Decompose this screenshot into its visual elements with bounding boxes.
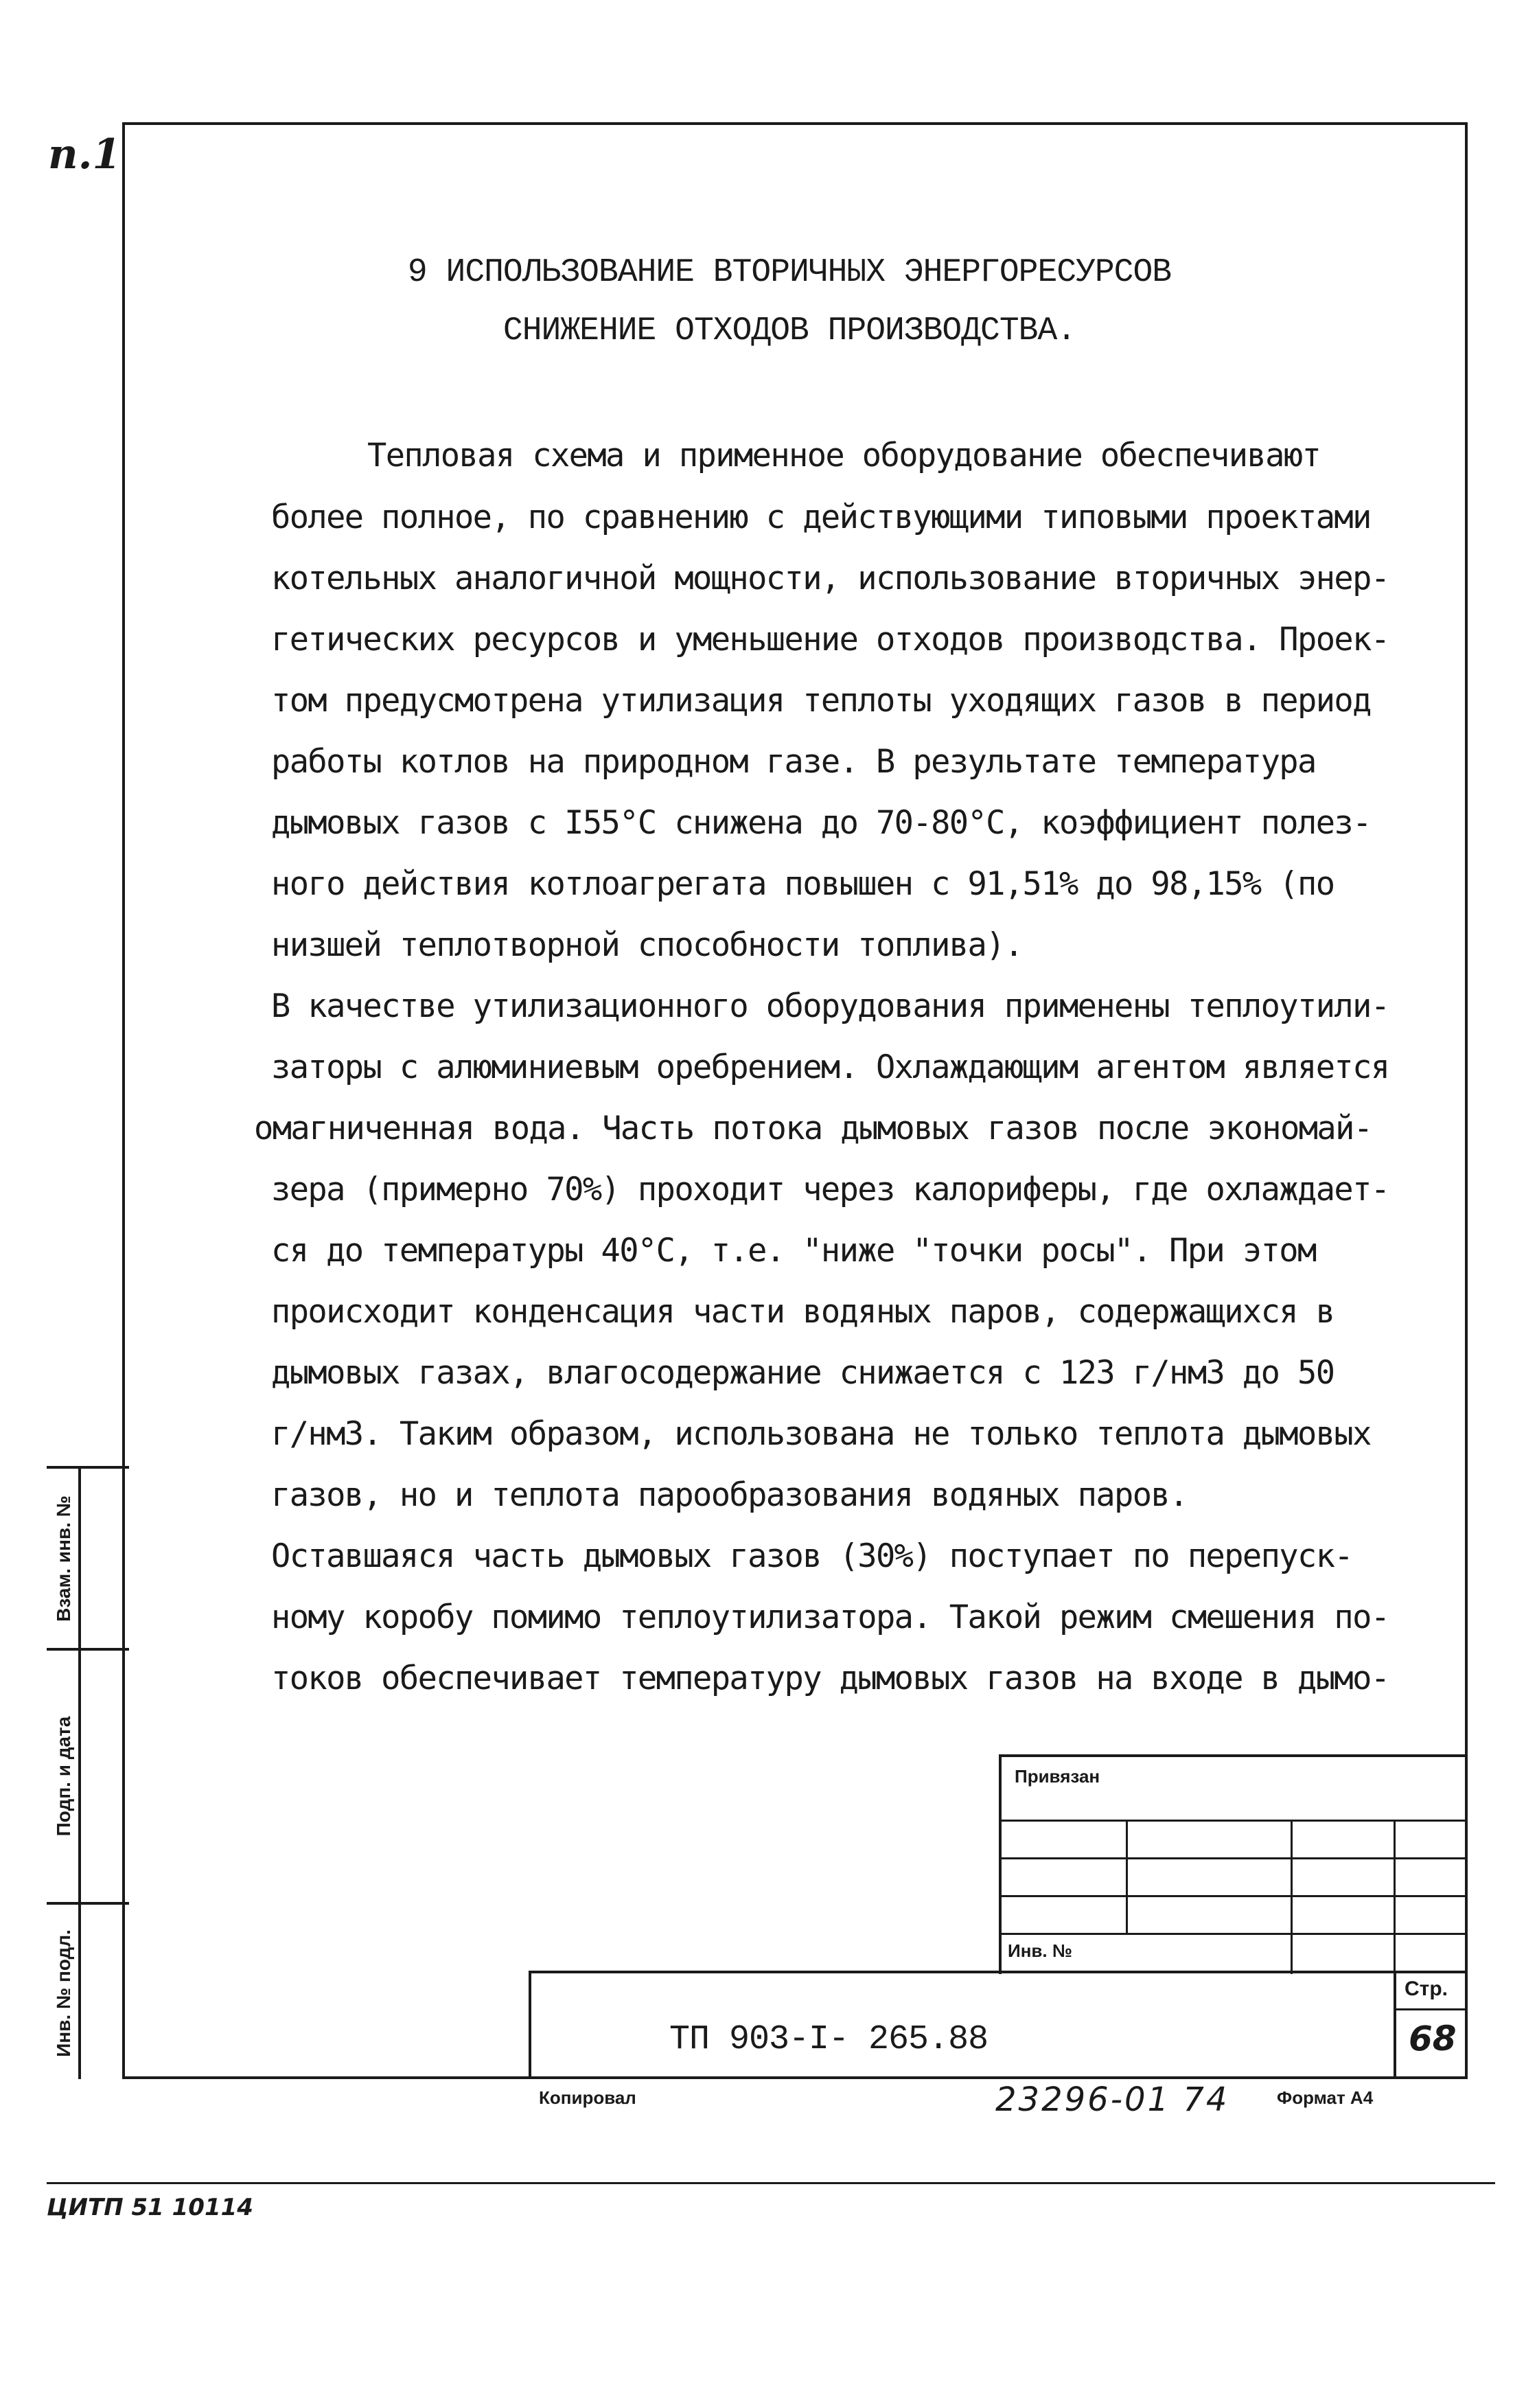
body-line: ного действия котлоагрегата повышен с 91,51% до 98,15% (по bbox=[271, 865, 1334, 903]
page-number: 68 bbox=[1409, 2019, 1457, 2059]
footer-doc-number: 23296-01 74 bbox=[995, 2080, 1229, 2119]
designation-right-divider bbox=[1394, 1971, 1396, 2079]
stamp-row-line bbox=[999, 1933, 1468, 1935]
stamp-privyazan: Привязан bbox=[1015, 1766, 1100, 1787]
body-line: Тепловая схема и применное оборудование обеспечивают bbox=[367, 437, 1321, 474]
side-label-vzam: Взам. инв. № bbox=[53, 1495, 74, 1622]
designation-left-line bbox=[529, 1971, 531, 2079]
side-cell-inv bbox=[47, 1905, 129, 2082]
doc-designation: ТП 903-I- 265.88 bbox=[669, 2020, 989, 2059]
stamp-row-line bbox=[999, 1895, 1468, 1897]
body-line: котельных аналогичной мощности, использование вторичных энер- bbox=[271, 560, 1389, 597]
stamp-top-line bbox=[999, 1754, 1468, 1757]
stamp-col-line bbox=[1126, 1820, 1128, 1933]
body-line: ному коробу помимо теплоутилизатора. Такой режим смешения по- bbox=[271, 1598, 1389, 1636]
body-line: В качестве утилизационного оборудования применены теплоутили- bbox=[271, 987, 1389, 1025]
stamp-row-line bbox=[999, 1820, 1468, 1822]
body-line: токов обеспечивает температуру дымовых газов на входе в дымо- bbox=[271, 1660, 1389, 1697]
body-line: том предусмотрена утилизация теплоты уходящих газов в период bbox=[271, 682, 1371, 720]
side-label-inv: Инв. № подл. bbox=[53, 1929, 74, 2057]
stamp-row-line bbox=[999, 1857, 1468, 1859]
section-title-line2: СНИЖЕНИЕ ОТХОДОВ ПРОИЗВОДСТВА. bbox=[502, 312, 1076, 349]
body-line: работы котлов на природном газе. В результате температура bbox=[271, 743, 1316, 781]
body-line: дымовых газах, влагосодержание снижается с 123 г/нм3 до 50 bbox=[271, 1354, 1334, 1392]
footer-format: Формат А4 bbox=[1277, 2087, 1374, 2108]
body-line: заторы с алюминиевым оребрением. Охлаждающим агентом является bbox=[271, 1048, 1389, 1086]
section-title-line1: 9 ИСПОЛЬЗОВАНИЕ ВТОРИЧНЫХ ЭНЕРГОРЕСУРСОВ bbox=[407, 254, 1172, 291]
page-frame bbox=[122, 122, 1468, 2079]
body-line: более полное, по сравнению с действующими типовыми проектами bbox=[271, 498, 1371, 536]
stamp-col-line bbox=[1394, 1820, 1396, 1974]
body-line: гетических ресурсов и уменьшение отходов производства. Проек- bbox=[271, 621, 1389, 658]
designation-top-line bbox=[529, 1971, 1468, 1973]
body-line: дымовых газов с I55°С снижена до 70-80°С, коэффициент полез- bbox=[271, 804, 1371, 842]
body-line: происходит конденсация части водяных паров, содержащихся в bbox=[271, 1293, 1334, 1331]
corner-mark: п.1 bbox=[48, 130, 122, 179]
body-line: омагниченная вода. Часть потока дымовых газов после экономай- bbox=[254, 1110, 1372, 1147]
body-line: г/нм3. Таким образом, использована не только теплота дымовых bbox=[271, 1415, 1371, 1453]
body-line: зера (примерно 70%) проходит через калориферы, где охлаждает- bbox=[271, 1171, 1389, 1208]
body-line: ся до температуры 40°С, т.е. "ниже "точки росы". При этом bbox=[271, 1232, 1316, 1270]
page-label: Стр. bbox=[1405, 1977, 1448, 2000]
body-line: Оставшаяся часть дымовых газов (30%) поступает по перепуск- bbox=[271, 1537, 1353, 1575]
body-line: низшей теплотворной способности топлива). bbox=[271, 926, 1023, 964]
bottom-rule bbox=[47, 2182, 1495, 2184]
page-cell-line bbox=[1394, 2008, 1468, 2010]
stamp-inv-no: Инв. № bbox=[1008, 1940, 1072, 1961]
stamp-col-line bbox=[1291, 1820, 1293, 1974]
stamp-left-line bbox=[999, 1754, 1002, 1974]
side-cell-podp bbox=[47, 1651, 129, 1905]
side-cell-vzam bbox=[47, 1469, 129, 1651]
printer-mark: ЦИТП 51 10114 bbox=[47, 2194, 253, 2221]
side-label-podp: Подп. и дата bbox=[53, 1716, 74, 1837]
footer-copied: Копировал bbox=[539, 2087, 636, 2108]
side-approval-strip bbox=[47, 1466, 129, 2079]
body-line: газов, но и теплота парообразования водяных паров. bbox=[271, 1476, 1188, 1514]
